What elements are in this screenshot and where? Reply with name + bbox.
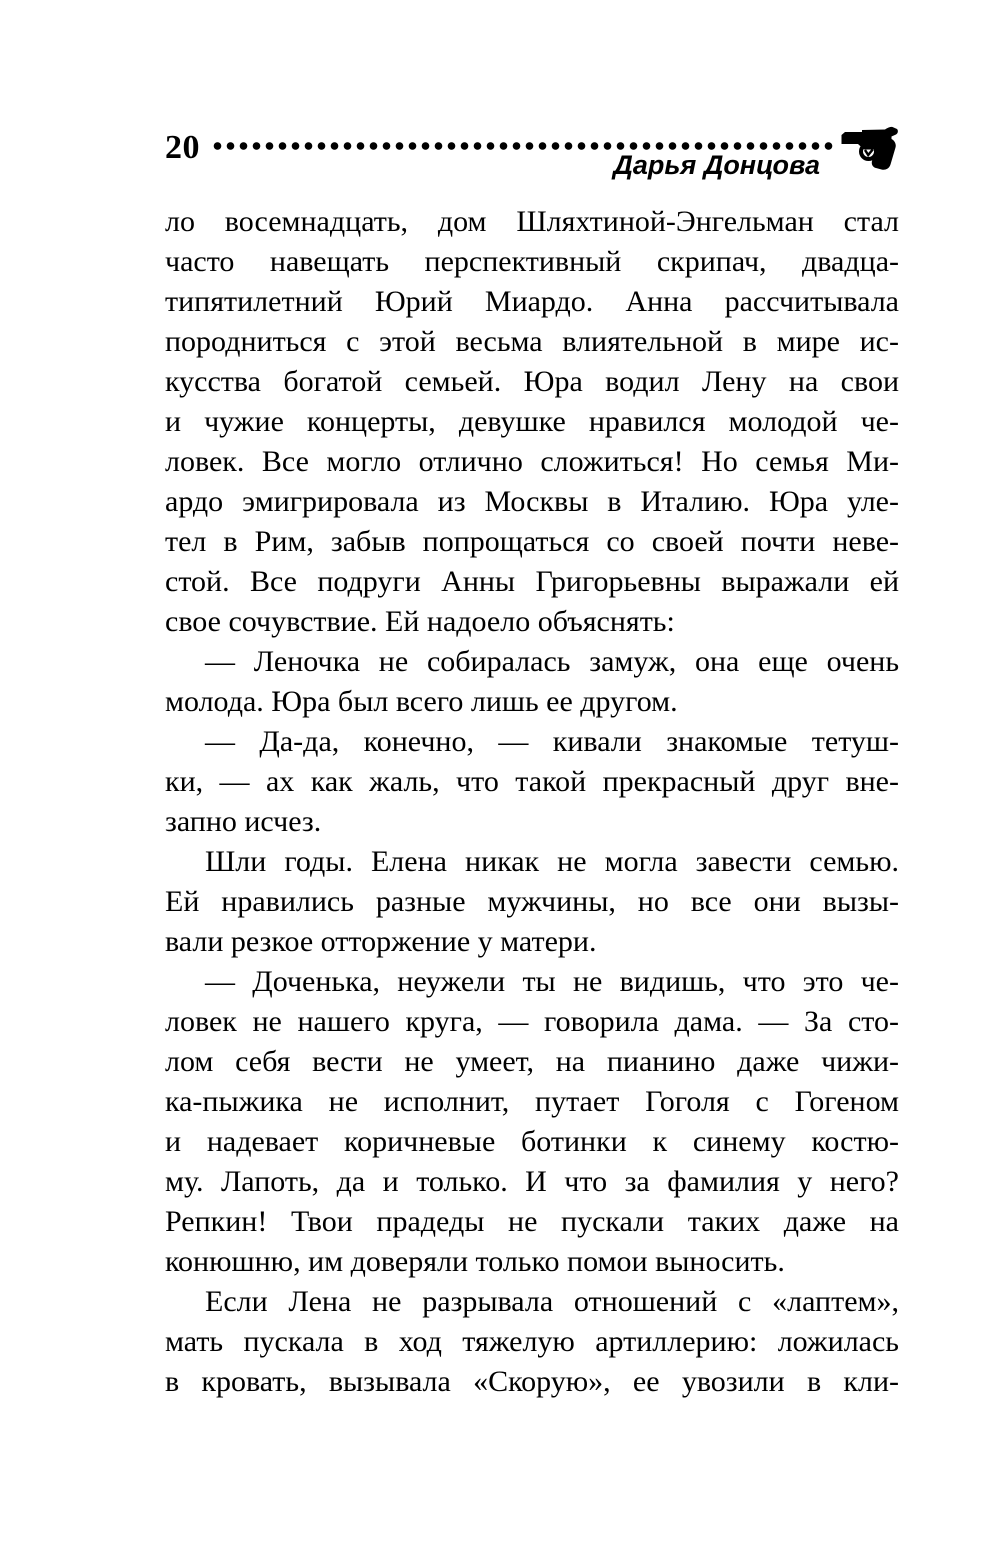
text-line: кусства богатой семьей. Юра водил Лену на свои <box>165 365 899 398</box>
text-line: стой. Все подруги Анны Григорьевны выражали ей <box>165 565 899 598</box>
text-line: — Да-да, конечно, — кивали знакомые тетуш- <box>205 725 899 758</box>
body-text <box>165 202 899 1402</box>
text-line: лом себя вести не умеет, на пианино даже чижи- <box>165 1045 899 1078</box>
page-number: 20 <box>165 129 200 166</box>
text-line: ловек. Все могло отлично сложиться! Но семья Ми- <box>165 445 899 478</box>
text-line: тел в Рим, забыв попрощаться со своей почти неве- <box>165 525 899 558</box>
text-line: Если Лена не разрывала отношений с «лаптем», <box>205 1285 899 1318</box>
text-line: Ей нравились разные мужчины, но все они вызы- <box>165 885 899 918</box>
text-line: вали резкое отторжение у матери. <box>165 925 597 958</box>
text-line: в кровать, вызывала «Скорую», ее увозили в кли- <box>165 1365 899 1398</box>
text-line: ардо эмигрировала из Москвы в Италию. Юра уле- <box>165 485 899 518</box>
page-header <box>165 126 899 180</box>
header-rule-row <box>165 126 899 170</box>
text-line: Шли годы. Елена никак не могла завести семью. <box>205 845 899 878</box>
revolver-icon <box>841 126 899 170</box>
text-line: молода. Юра был всего лишь ее другом. <box>165 685 678 718</box>
text-line: часто навещать перспективный скрипач, двадца- <box>165 245 899 278</box>
text-line: конюшню, им доверяли только помои выносить. <box>165 1245 785 1278</box>
text-line: породниться с этой весьма влиятельной в мире ис- <box>165 325 899 358</box>
text-line: ки, — ах как жаль, что такой прекрасный друг вне- <box>165 765 899 798</box>
text-line: ло восемнадцать, дом Шляхтиной-Энгельман стал <box>165 205 899 238</box>
running-head-author: Дарья Донцова <box>613 150 820 180</box>
text-line: и чужие концерты, девушке нравился молодой че- <box>165 405 899 438</box>
text-line: мать пускала в ход тяжелую артиллерию: ложилась <box>165 1325 899 1358</box>
text-line: му. Лапоть, да и только. И что за фамилия у него? <box>165 1165 899 1198</box>
text-line: типятилетний Юрий Миардо. Анна рассчитывала <box>165 285 899 318</box>
text-line: свое сочувствие. Ей надоело объяснять: <box>165 605 675 638</box>
text-line: ловек не нашего круга, — говорила дама. — За сто- <box>165 1005 899 1038</box>
text-line: Репкин! Твои прадеды не пускали таких даже на <box>165 1205 899 1238</box>
page-content <box>165 126 899 1402</box>
text-line: и надевает коричневые ботинки к синему костю- <box>165 1125 899 1158</box>
text-line: — Леночка не собиралась замуж, она еще очень <box>205 645 899 678</box>
text-line: ка-пыжика не исполнит, путает Гоголя с Гогеном <box>165 1085 899 1118</box>
text-line: запно исчез. <box>165 805 322 838</box>
dotted-rule <box>211 142 836 150</box>
text-line: — Доченька, неужели ты не видишь, что это че- <box>205 965 899 998</box>
